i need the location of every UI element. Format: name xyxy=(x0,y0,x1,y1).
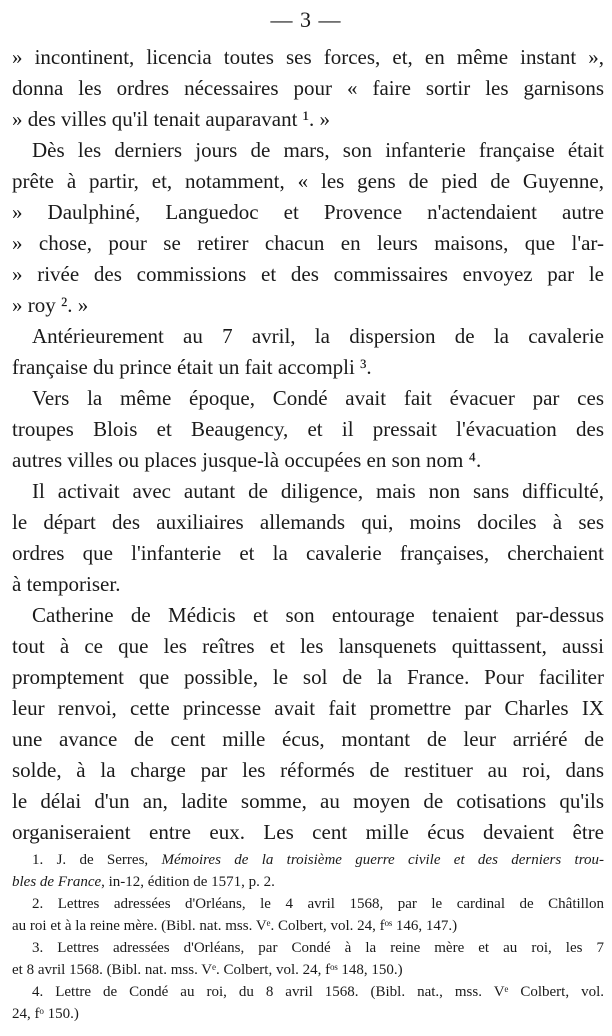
footnote-1-title: Mémoires de la troisième guerre civile et des derniers trou- xyxy=(161,852,604,868)
footnote-line xyxy=(12,849,604,871)
text-line: » des villes qu'il tenait auparavant ¹. » xyxy=(12,107,330,131)
text-line: » chose, pour se retirer chacun en leurs maisons, que l'ar- xyxy=(12,231,604,255)
text-line: solde, à la charge par les réformés de restituer au roi, dans xyxy=(12,758,604,782)
footnote-line: 3. Lettres adressées d'Orléans, par Condé à la reine mère et au roi, les 7 xyxy=(32,940,604,956)
text-line: Il activait avec autant de diligence, mais non sans difficulté, xyxy=(32,479,604,503)
footnote-line: 2. Lettres adressées d'Orléans, le 4 avril 1568, par le cardinal de Châtillon xyxy=(32,896,604,912)
text-line: Dès les derniers jours de mars, son infanterie française était xyxy=(32,138,604,162)
text-line: ordres que l'infanterie et la cavalerie françaises, cherchaient xyxy=(12,541,604,565)
main-text xyxy=(12,42,604,848)
text-line: prête à partir, et, notamment, « les gens de pied de Guyenne, xyxy=(12,169,604,193)
text-line: leur renvoi, cette princesse avait fait promettre par Charles IX xyxy=(12,696,604,720)
text-line: à temporiser. xyxy=(12,572,121,596)
text-line: donna les ordres nécessaires pour « faire sortir les garnisons xyxy=(12,76,604,100)
text-line: tout à ce que les reîtres et les lansquenets quittassent, aussi xyxy=(12,634,604,658)
text-line: » incontinent, licencia toutes ses forces, et, en même instant », xyxy=(12,45,604,69)
text-line: organiseraient entre eux. Les cent mille écus devaient être xyxy=(12,820,604,844)
text-line: Antérieurement au 7 avril, la dispersion de la cavalerie xyxy=(32,324,604,348)
page-number: — 3 — xyxy=(270,7,342,32)
text-line: » roy ². » xyxy=(12,293,89,317)
text-line: promptement que possible, le sol de la France. Pour faciliter xyxy=(12,665,604,689)
text-line: française du prince était un fait accompli ³. xyxy=(12,355,372,379)
text-line: une avance de cent mille écus, montant de leur arriéré de xyxy=(12,727,604,751)
footnote-1-title-cont: bles de France xyxy=(12,874,102,890)
text-line: troupes Blois et Beaugency, et il pressait l'évacuation des xyxy=(12,417,604,441)
footnotes xyxy=(12,849,604,1025)
text-line: Catherine de Médicis et son entourage tenaient par-dessus xyxy=(32,603,604,627)
footnote-line: 24, fᵒ 150.) xyxy=(12,1006,79,1022)
footnote-line: 4. Lettre de Condé au roi, du 8 avril 1568. (Bibl. nat., mss. Vᵉ Colbert, vol. xyxy=(32,984,604,1000)
footnote-1-label: 1. J. de Serres, xyxy=(32,852,162,868)
footnote-line: au roi et à la reine mère. (Bibl. nat. mss. Vᵉ. Colbert, vol. 24, fᵒˢ 146, 147.) xyxy=(12,918,458,934)
footnote-line: et 8 avril 1568. (Bibl. nat. mss. Vᵉ. Colbert, vol. 24, fᵒˢ 148, 150.) xyxy=(12,962,403,978)
footnote-line xyxy=(12,871,604,893)
text-line: Vers la même époque, Condé avait fait évacuer par ces xyxy=(32,386,604,410)
text-line: le départ des auxiliaires allemands qui, moins dociles à ses xyxy=(12,510,604,534)
text-line: le délai d'un an, ladite somme, au moyen de cotisations qu'ils xyxy=(12,789,604,813)
text-line: autres villes ou places jusque-là occupées en son nom ⁴. xyxy=(12,448,482,472)
footnote-1-rest: , in-12, édition de 1571, p. 2. xyxy=(101,874,275,890)
text-line: » rivée des commissions et des commissaires envoyez par le xyxy=(12,262,604,286)
text-line: » Daulphiné, Languedoc et Provence n'actendaient autre xyxy=(12,200,604,224)
